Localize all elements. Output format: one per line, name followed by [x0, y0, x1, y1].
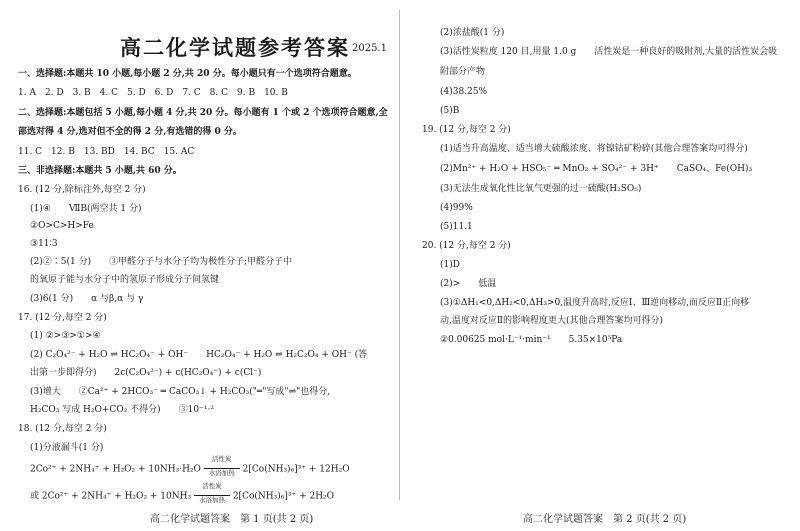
q18-equation-2 — [30, 482, 335, 504]
q18-line-3: (3)活性炭粒度 120 目,用量 1.0 g 活性炭是一种良好的吸附剂,大量的活性炭会吸 — [440, 47, 778, 57]
q16-line-1: (1)④ ⅦB(两空共 1 分) — [30, 204, 142, 214]
heating-label: 水浴加热 — [198, 496, 225, 504]
page-footer: 高二化学试题答案 第 2 页(共 2 页) — [523, 514, 687, 525]
exam-date: 2025.1 — [352, 43, 387, 54]
q16-line-3: ③11∶3 — [30, 239, 58, 249]
q19-line-4: (4)99% — [440, 203, 473, 213]
q20-line-5: ②0.00625 mol·L⁻¹·min⁻¹ 5.35×10⁵Pa — [440, 335, 623, 345]
q20-line-3: (3)①ΔH₁<0,ΔH₂<0,ΔH₃>0,温度升高时,反应Ⅰ、Ⅲ逆向移动,而反应Ⅱ正向移 — [440, 298, 750, 308]
q16-line-6: (3)6(1 分) α 与β,α 与 γ — [30, 294, 144, 304]
page-footer: 高二化学试题答案 第 1 页(共 2 页) — [150, 514, 314, 525]
q20-line-1: (1)D — [440, 260, 460, 270]
section-1-heading: 一、选择题:本题共 10 小题,每小题 2 分,共 20 分。每小题只有一个选项符合题意。 — [18, 69, 357, 79]
q19-line-2: (2)Mn²⁺ + H₂O + HSO₅⁻ ═ MnO₂ + SO₄²⁻ + 3H⁺ CaSO₄、Fe(OH)₃ — [440, 164, 753, 174]
section-2-heading: 二、选择题:本题包括 5 小题,每小题 4 分,共 20 分。每小题有 1 个或 2 个选项符合题意,全 — [18, 108, 388, 118]
q19-line-3: (3)无法生成氧化性比氧气更强的过一硫酸(H₂SO₅) — [440, 184, 642, 194]
q17-line-1: (1) ②>③>①>④ — [30, 331, 101, 341]
reaction-condition-arrow — [194, 482, 230, 504]
q19-line-5: (5)11.1 — [440, 222, 473, 232]
q18-line-2: (2)浓盐酸(1 分) — [440, 28, 505, 38]
q19-line-1: (1)适当升高温度、适当增大硫酸浓度、将镍钴矿粉碎(其他合理答案均可得分) — [440, 144, 748, 154]
q17-line-5: H₂CO₃ 写成 H₂O+CO₂ 不得分) ③10⁻¹·² — [30, 405, 214, 415]
catalyst-label: 活性炭 — [202, 482, 222, 490]
q20-line-4: 动,温度对反应Ⅱ的影响程度更大(其他合理答案均可得分) — [440, 316, 664, 326]
q18-line-6: (5)B — [440, 106, 460, 116]
heating-label: 水浴加热 — [208, 469, 235, 477]
q19-header: 19. (12 分,每空 2 分) — [422, 125, 511, 135]
q17-line-4: (3)增大 ②Ca²⁺ + 2HCO₃⁻ ═ CaCO₃↓ + H₂CO₃("═"写成"⇌"也得分, — [30, 387, 331, 397]
equation-right: 2[Co(NH₃)₆]³⁺ + 2H₂O — [232, 491, 335, 502]
q16-header: 16. (12 分,除标注外,每空 2 分) — [18, 185, 146, 195]
q18-line-5: (4)38.25% — [440, 87, 488, 97]
mc-answers-1: 1. A 2. D 3. B 4. C 5. D 6. D 7. C 8. C 9. B 10. B — [18, 88, 288, 98]
q20-line-2: (2)> 低温 — [440, 279, 497, 289]
q17-line-2: (2) C₂O₄²⁻ + H₂O ⇌ HC₂O₄⁻ + OH⁻ HC₂O₄⁻ + H₂O ⇌ H₂C₂O₄ + OH⁻ (答 — [30, 350, 368, 360]
q18-header: 18. (12 分,每空 2 分) — [18, 424, 107, 434]
q17-line-3: 出第一步即得分) 2c(C₂O₄²⁻) + c(HC₂O₄⁻) + c(Cl⁻) — [30, 368, 262, 378]
answer-page-2 — [400, 0, 800, 531]
equation-left: 或 2Co²⁺ + 2NH₄⁺ + H₂O₂ + 10NH₃ — [30, 491, 192, 502]
page-title: 高二化学试题参考答案 — [120, 35, 350, 60]
q18-equation-1 — [30, 455, 350, 477]
q17-header: 17. (12 分,每空 2 分) — [18, 313, 107, 323]
equation-right: 2[Co(NH₃)₆]³⁺ + 12H₂O — [242, 464, 350, 475]
section-2-heading-cont: 部选对得 4 分,选对但不全的得 2 分,有选错的得 0 分。 — [18, 127, 242, 137]
catalyst-label: 活性炭 — [212, 455, 232, 463]
section-3-heading: 三、非选择题:本题共 5 小题,共 60 分。 — [18, 166, 182, 176]
q18-line-1: (1)分液漏斗(1 分) — [30, 443, 104, 453]
q20-header: 20. (12 分,每空 2 分) — [422, 241, 511, 251]
q16-line-2: ②O>C>H>Fe — [30, 221, 94, 231]
reaction-condition-arrow — [204, 455, 240, 477]
q18-line-4: 附部分产物 — [440, 67, 486, 77]
q16-line-5: 的氧原子能与水分子中的氢原子形成分子间氢键 — [30, 275, 220, 285]
mc-answers-2: 11. C 12. B 13. BD 14. BC 15. AC — [18, 147, 195, 157]
q16-line-4: (2)②∶5(1 分) ③甲醛分子与水分子均为极性分子;甲醛分子中 — [30, 257, 293, 267]
equation-left: 2Co²⁺ + 2NH₄⁺ + H₂O₂ + 10NH₃·H₂O — [30, 464, 201, 475]
